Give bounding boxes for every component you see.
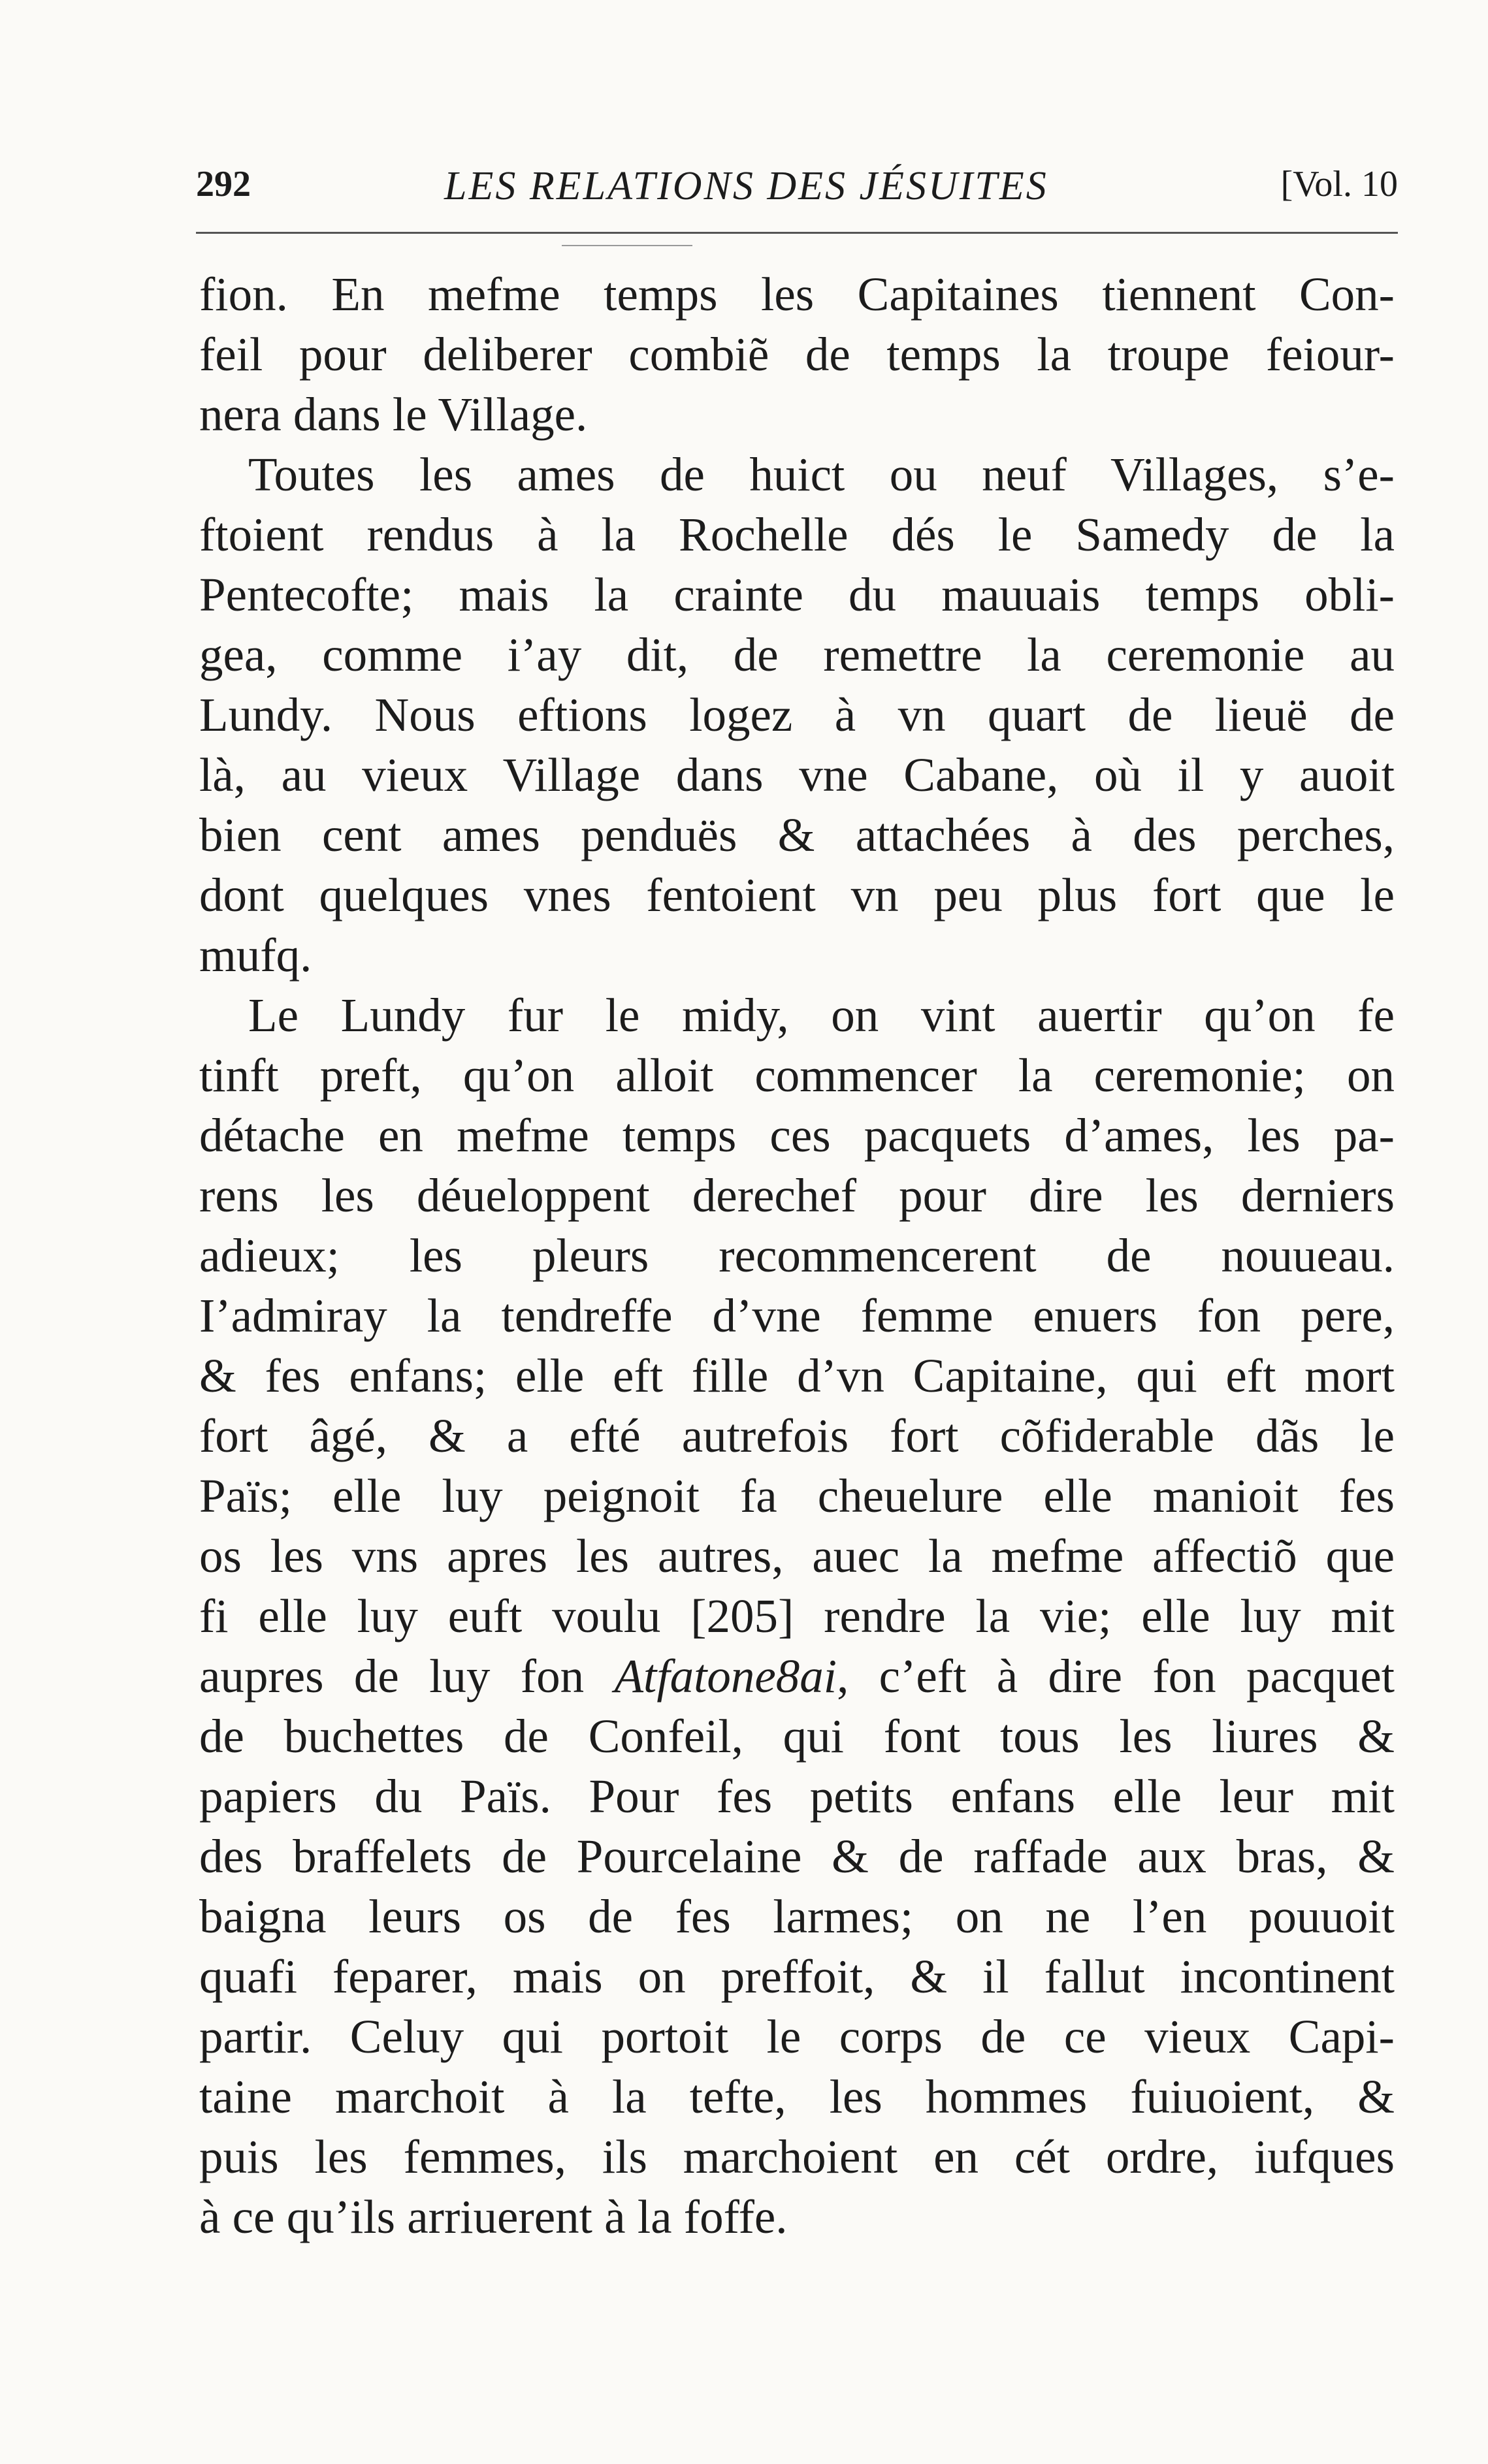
text-line: Lundy. Nous eftions logez à vn quart de lieuë de	[199, 688, 1395, 741]
text-line: Païs; elle luy peignoit fa cheuelure elle manioit fes	[199, 1469, 1395, 1522]
volume-label: [Vol. 10	[1280, 164, 1398, 204]
text-line: partir. Celuy qui portoit le corps de ce vieux Capi-	[199, 2010, 1395, 2063]
text-line: de buchettes de Confeil, qui font tous les liures &	[199, 1710, 1395, 1763]
text-line: rens les déueloppent derechef pour dire les derniers	[199, 1169, 1395, 1222]
text-line: feil pour deliberer combiẽ de temps la troupe feiour-	[199, 328, 1395, 381]
page-number: 292	[196, 164, 251, 204]
text-line: des braffelets de Pourcelaine & de raffade aux bras, &	[199, 1830, 1395, 1883]
text-line: bien cent ames penduës & attachées à des perches,	[199, 808, 1395, 861]
header-rule-short	[562, 245, 692, 246]
text-line: mufq.	[199, 929, 312, 982]
text-line: adieux; les pleurs recommencerent de nouueau.	[199, 1229, 1395, 1282]
running-title: LES RELATIONS DES JÉSUITES	[444, 164, 1048, 208]
text-line: dont quelques vnes fentoient vn peu plus fort que le	[199, 869, 1395, 921]
text-line: puis les femmes, ils marchoient en cét ordre, iufques	[199, 2130, 1395, 2183]
text-line: fort âgé, & a efté autrefois fort cõfiderable dãs le	[199, 1409, 1395, 1462]
text-line: Le Lundy fur le midy, on vint auertir qu’on fe	[248, 989, 1395, 1042]
text-line: Toutes les ames de huict ou neuf Villages, s’e-	[248, 448, 1395, 501]
text-line: I’admiray la tendreffe d’vne femme enuers fon pere,	[199, 1289, 1395, 1342]
text-line: baigna leurs os de fes larmes; on ne l’en pouuoit	[199, 1890, 1395, 1943]
text-line: os les vns apres les autres, auec la mefme affectiõ que	[199, 1529, 1395, 1582]
running-header	[196, 163, 1398, 216]
text-line: taine marchoit à la tefte, les hommes fuiuoient, &	[199, 2070, 1395, 2123]
text-line: tinft preft, qu’on alloit commencer la ceremonie; on	[199, 1049, 1395, 1102]
text-line: fi elle luy euft voulu [205] rendre la vie; elle luy mit	[199, 1590, 1395, 1642]
text-line: fion. En mefme temps les Capitaines tiennent Con-	[199, 268, 1395, 321]
text-line: papiers du Païs. Pour fes petits enfans elle leur mit	[199, 1770, 1395, 1823]
text-line: là, au vieux Village dans vne Cabane, où il y auoit	[199, 748, 1395, 801]
text-line: & fes enfans; elle eft fille d’vn Capitaine, qui eft mort	[199, 1349, 1395, 1402]
text-line: nera dans le Village.	[199, 388, 588, 441]
text-line: ftoient rendus à la Rochelle dés le Samedy de la	[199, 508, 1395, 561]
text-line: à ce qu’ils arriuerent à la foffe.	[199, 2190, 788, 2243]
text-line: gea, comme i’ay dit, de remettre la ceremonie au	[199, 628, 1395, 681]
text-line: quafi feparer, mais on preffoit, & il fallut incontinent	[199, 1950, 1395, 2003]
text-line: Pentecofte; mais la crainte du mauuais temps obli-	[199, 568, 1395, 621]
text-line: aupres de luy fon Atfatone8ai, c’eft à dire fon pacquet	[199, 1650, 1395, 1703]
text-line: détache en mefme temps ces pacquets d’ames, les pa-	[199, 1109, 1395, 1162]
body-text	[199, 264, 1395, 2247]
header-rule	[196, 232, 1398, 234]
